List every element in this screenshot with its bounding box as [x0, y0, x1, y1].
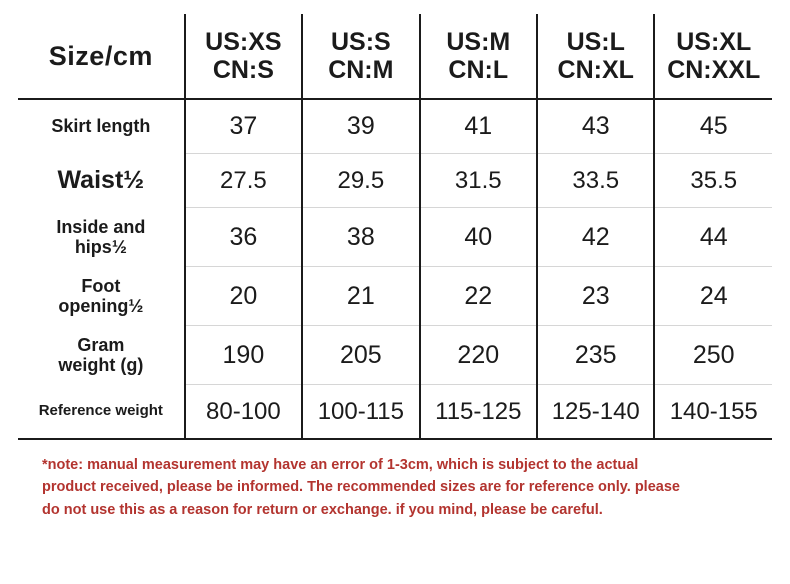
row-1-value-0: 27.5	[185, 154, 302, 208]
header-col-1-line1: US:S	[330, 28, 391, 56]
row-2-value-3: 42	[537, 208, 654, 267]
row-label-2	[18, 208, 185, 267]
row-label-2-line1: Inside and	[56, 216, 146, 237]
header-corner-label: Size/cm	[48, 40, 153, 71]
row-5-value-0: 80-100	[185, 385, 302, 439]
row-3-value-0: 20	[185, 267, 302, 326]
row-5-value-1: 100-115	[302, 385, 419, 439]
row-label-1: Waist½	[57, 166, 145, 195]
table-row	[18, 208, 772, 267]
row-label-3-line1: Foot	[81, 275, 121, 296]
disclaimer-line-1: *note: manual measurement may have an error of 1-3cm, which is subject to the actual	[42, 457, 639, 473]
row-1-value-3: 33.5	[537, 154, 654, 208]
header-col-0	[185, 14, 302, 98]
row-0-value-0: 37	[185, 99, 302, 153]
header-col-1	[302, 14, 419, 98]
row-3-value-2: 22	[420, 267, 537, 326]
row-label-4-line1: Gram	[77, 334, 125, 355]
row-1-value-2: 31.5	[420, 154, 537, 208]
row-5-value-4: 140-155	[654, 385, 772, 439]
row-label-3-line2: opening½	[58, 295, 144, 316]
header-col-2-line1: US:M	[446, 28, 511, 56]
table-row	[18, 385, 772, 439]
row-4-value-3: 235	[537, 326, 654, 385]
row-4-value-4: 250	[654, 326, 772, 385]
row-5-value-3: 125-140	[537, 385, 654, 439]
header-col-3-line1: US:L	[566, 28, 625, 56]
row-1-value-1: 29.5	[302, 154, 419, 208]
header-col-0-line1: US:XS	[205, 28, 282, 56]
size-chart-table	[18, 14, 772, 440]
header-col-4-line2: CN:XXL	[667, 56, 761, 84]
header-col-3-line2: CN:XL	[557, 56, 634, 84]
table-row	[18, 154, 772, 208]
header-col-2	[420, 14, 537, 98]
table-row	[18, 99, 772, 153]
table-row	[18, 267, 772, 326]
row-label-4-line2: weight (g)	[58, 354, 144, 375]
row-2-value-0: 36	[185, 208, 302, 267]
row-label-5: Reference weight	[38, 401, 163, 419]
row-5-value-2: 115-125	[420, 385, 537, 439]
table-row	[18, 326, 772, 385]
row-4-value-1: 205	[302, 326, 419, 385]
row-4-value-2: 220	[420, 326, 537, 385]
disclaimer-line-3: do not use this as a reason for return or exchange. if you mind, please be careful.	[42, 501, 603, 518]
row-2-value-4: 44	[654, 208, 772, 267]
header-col-1-line2: CN:M	[328, 56, 394, 84]
row-label-4	[18, 326, 185, 385]
table-bottom-divider	[18, 438, 772, 439]
row-0-value-2: 41	[420, 99, 537, 153]
header-col-2-line2: CN:L	[448, 56, 509, 84]
row-0-value-4: 45	[654, 99, 772, 153]
disclaimer-line-2: product received, please be informed. The recommended sizes are for reference only. please	[42, 479, 680, 496]
row-3-value-4: 24	[654, 267, 772, 326]
header-col-3	[537, 14, 654, 98]
row-label-2-line2: hips½	[74, 236, 127, 257]
table-header-row	[18, 14, 772, 98]
row-2-value-1: 38	[302, 208, 419, 267]
row-label-0: Skirt length	[51, 116, 151, 137]
header-col-0-line2: CN:S	[212, 56, 274, 84]
row-3-value-3: 23	[537, 267, 654, 326]
disclaimer-note	[42, 454, 742, 521]
row-3-value-1: 21	[302, 267, 419, 326]
row-label-3	[18, 267, 185, 326]
row-0-value-1: 39	[302, 99, 419, 153]
header-col-4	[654, 14, 772, 98]
row-1-value-4: 35.5	[654, 154, 772, 208]
row-2-value-2: 40	[420, 208, 537, 267]
header-col-4-line1: US:XL	[676, 28, 752, 56]
row-4-value-0: 190	[185, 326, 302, 385]
row-0-value-3: 43	[537, 99, 654, 153]
